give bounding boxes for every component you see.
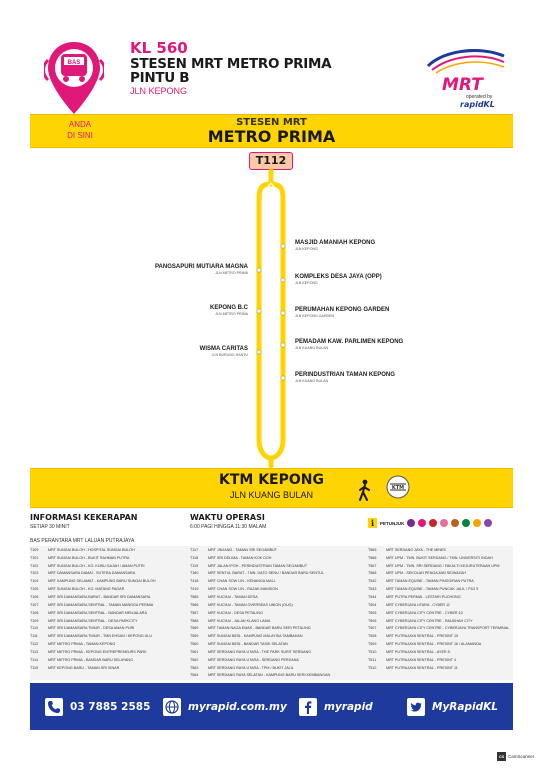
stop-marker [281,376,285,380]
contact-footer [30,683,513,730]
info-row [30,513,513,533]
interchange-route-code: T114 [30,657,39,662]
interchange-row [368,554,509,562]
interchange-row [30,593,156,601]
interchange-route-code: T508 [368,634,377,639]
interchange-route-code: T418 [190,579,199,584]
stop-marker [257,309,261,313]
frequency-value: SETIAP 30 MINIT [30,524,70,530]
route-code: KL 560 [130,39,188,57]
interchange-route-name: MRT SRI DAMANSARA TIMUR - TMN EHSAN / KEPONG ULU [48,634,153,639]
interchange-row [190,585,330,593]
website-url: myrapid.com.my [188,700,287,713]
interchange-route-code: T109 [30,547,39,552]
scanner-watermark [497,752,534,761]
interchange-row [190,632,330,640]
interchange-route-name: MRT CYBERJAYA CITY CENTRE - CYBER 10 [386,610,463,615]
interchange-row [30,656,156,664]
stop-marker [281,244,285,248]
interchange-route-name: MRT KUCHAI - TAMAN OVERSEAS UNION (OUG) [208,602,293,607]
interchange-row [190,593,330,601]
interchange-route-code: T564 [190,673,199,678]
stop-road: JLN METRO PRIMA [215,312,248,316]
interchange-route-name: MRT JALAN IPOH - PERINDUSTRIAN TAMAN SEGAMBUT [208,563,308,568]
stop-marker [281,278,285,282]
interchange-route-code: T106 [30,594,39,599]
facebook-contact[interactable] [298,683,373,730]
interchange-column-3 [368,546,509,672]
facebook-icon [298,697,318,717]
interchange-row [368,570,509,578]
interchange-route-code: T180 [190,571,199,576]
interchange-row [368,656,509,664]
stop-marker [281,311,285,315]
stop-right-2 [295,273,495,286]
interchange-row [30,577,156,585]
interchange-route-name: MRT PUTRAJAYA SENTRAL - PRESINT 10 [386,634,459,639]
stop-name: MASJID AMANIAH KEPONG [295,240,376,246]
stop-marker [257,350,261,354]
stop-name: KOMPLEKS DESA JAYA (OPP) [295,274,382,280]
stop-road: JLN METRO PRIMA [215,271,248,275]
interchange-row [368,640,509,648]
interchange-route-name: MRT UPM - TMN. SRI SERDANG / FAKULTI KEJURUTERAAN UPM [386,563,500,568]
interchange-route-name: MRT SUNGAI BULOH - BUKIT RAHMAN PUTRA [48,555,130,560]
interchange-row [190,664,330,672]
interchange-table [30,546,513,680]
interchange-route-code: T419 [190,587,199,592]
stop-name: PANGSAPURI MUTIARA MAGNA [155,264,248,270]
interchange-route-name: MRT SRI DAMANSARA TIMUR - DESA AMAN PURI [48,626,135,631]
ktm-icon [429,519,437,527]
interchange-route-name: MRT CYBERJAYA UTARA - CYBER 11 [386,602,450,607]
walking-person-icon [355,479,375,501]
pin-label: BAS [67,60,81,66]
stop-name: PERINDUSTRIAN TAMAN KEPONG [295,372,395,378]
interchange-route-name: MRT TAMAN EQUINE - TAMAN PINGGIRAN PUTRA [386,579,474,584]
interchange-route-code: T105 [30,587,39,592]
interchange-route-name: MRT SUNGAI BULOH - KG. KUBU GAJAH / AMAN PUTRI [48,563,145,568]
interchange-row [190,648,330,656]
interchange-row [190,609,330,617]
current-stop-label: STESEN MRT [236,117,307,128]
mrt-putrajaya-icon [473,519,481,527]
interchange-row [30,617,156,625]
stop-name: PERUMAHAN KEPONG GARDEN [295,307,390,313]
hours-value: 6:00 PAGI HINGGA 11:30 MALAM [190,524,267,530]
interchange-column-1 [30,546,156,672]
interchange-route-name: MRT SENTUL BARAT - TMN. DATO SENU / BANDAR BARU SENTUL [208,571,324,576]
interchange-row [190,577,330,585]
interchange-row [190,554,330,562]
route-number-badge: T112 [249,152,293,170]
interchange-route-code: T567 [368,563,377,568]
website-contact[interactable] [162,683,287,730]
interchange-row [30,640,156,648]
interchange-route-name: MRT PUTRA PERMAI - LESTARI PUCHONG [386,594,461,599]
interchange-row [30,546,156,554]
interchange-route-name: MRT CHAN SOW LIN - KENANGA MALL [208,579,276,584]
street-name: JLN KEPONG [130,86,188,96]
interchange-route-name: MRT TAMAN EQUINE - TAMAN PUNCAK JALIL / PUJ 9 [386,587,479,592]
interchange-row [368,624,509,632]
terminus-band [30,468,513,508]
interchange-row [30,632,156,640]
stop-name: KEPONG B.C [209,305,248,311]
interchange-row [30,585,156,593]
interchange-route-name: MRT SRI DAMANSARA SENTRAL - BANDAR MENJALARA [48,610,147,615]
interchange-route-name: MRT DAMANSARA DAMAI - SUTERA DAMANSARA [48,571,136,576]
interchange-row [190,546,330,554]
interchange-route-code: T119 [190,563,199,568]
interchange-route-name: MRT UPM - SEKOLAH PENGAJIAN SIDWAZAH [386,571,467,576]
phone-contact[interactable] [44,683,150,730]
interchange-route-code: T509 [368,642,377,647]
interchange-route-code: T543 [368,587,377,592]
interchange-route-code: T512 [368,665,377,670]
brt-icon [451,519,459,527]
facebook-handle: myrapid [324,700,373,713]
terminus-name: KTM KEPONG [219,472,324,488]
interchange-route-name: MRT JINJANG - TAMAN SRI SEGAMBUT [208,547,277,552]
interchange-row [30,648,156,656]
stop-road: JLN BURUNG HANTU [211,353,248,357]
current-stop-name: METRO PRIMA [207,127,336,146]
hours-title: WAKTU OPERASI [190,513,265,522]
interchange-row [190,656,330,664]
interchange-route-code: T544 [368,594,377,599]
interchange-route-name: MRT CYBERJAYA CITY CENTRE - CYBERJAYA TRANSPORT TERMINAL [386,626,510,631]
interchange-route-name: MRT KEPONG BARU - TAMAN SRI SINAR [48,665,120,670]
interchange-row [368,648,509,656]
interchange-row [30,601,156,609]
terminus-road: JLN KUANG BULAN [229,490,314,500]
ktm-logo-icon [386,475,410,499]
interchange-route-code: T112 [30,642,39,647]
interchange-route-name: MRT SERDANG RAYA UTARA - TPM / BUKIT JALIL [208,665,294,670]
logo-rapidkl-text: rapidKL [460,100,495,109]
station-line-1: STESEN MRT METRO PRIMA [130,56,332,72]
interchange-route-name: MRT CYBERJAYA CITY CENTRE - RAUDHAH CITY [386,618,473,623]
frequency-title: INFORMASI KEKERAPAN [30,513,138,522]
interchange-route-code: T101 [30,555,39,560]
scanner-label: CamScanner [508,754,535,759]
interchange-route-name: MRT TAMAN NAGA EMAS - BANDAR BARU SERI PETALING [208,626,311,631]
interchange-row [368,546,509,554]
stop-road: JLN KUANG BULAN [295,379,329,383]
interchange-row [368,562,509,570]
interchange-row [190,672,330,680]
stop-road: JLN KEPONG GARDEN [295,314,335,318]
interchange-row [30,554,156,562]
interchange-route-name: MRT UPM - TMN. BUKIT SERDANG / TMN. UNIVERSITI INDAH [386,555,493,560]
interchange-route-code: T118 [190,555,199,560]
stop-name: WISMA CARITAS [199,346,248,352]
lrt-line-icon [407,519,415,527]
interchange-route-name: MRT SUNGAI BESI - KAMPUNG MALAYSIA TAMBAHAN [208,634,303,639]
mrt-kajang-icon [462,519,470,527]
logo-operated-text: operated by [466,94,493,100]
interchange-route-code: T505 [368,610,377,615]
stop-left-1 [70,263,248,276]
interchange-route-name: MRT PUTRAJAYA SENTRAL - PRESINT 4 [386,657,457,662]
interchange-row [30,624,156,632]
info-icon: i [368,518,377,528]
interchange-route-name: MRT SUNGAI BESI - BANDAR TASIK SELATAN [208,642,288,647]
interchange-route-code: T560 [190,642,199,647]
interchange-route-code: T511 [368,657,377,662]
interchange-title: BAS PERANTARA MRT LALUAN PUTRAJAYA [30,538,135,544]
interchange-route-code: T111 [30,634,38,639]
phone-icon [44,697,64,717]
interchange-route-code: T566 [368,555,377,560]
stop-road: JLN KEPONG [295,247,318,251]
interchange-route-code: T559 [190,634,199,639]
legend [368,517,492,529]
interchange-column-2 [190,546,330,679]
interchange-row [368,601,509,609]
interchange-row [368,617,509,625]
interchange-route-code: T113 [30,649,39,654]
interchange-route-code: T561 [190,649,199,654]
twitter-handle: MyRapidKL [432,700,498,713]
interchange-route-name: MRT KUCHAI - TAMAN DESA [208,594,258,599]
interchange-row [190,624,330,632]
erl-icon [484,519,492,527]
interchange-route-code: T542 [368,579,377,584]
interchange-row [190,617,330,625]
interchange-row [30,562,156,570]
monorail-icon [440,519,448,527]
interchange-route-code: T587 [190,610,199,615]
interchange-row [368,593,509,601]
interchange-route-code: T103 [30,571,39,576]
interchange-row [368,609,509,617]
interchange-route-code: T586 [190,602,199,607]
interchange-route-code: T109 [30,618,39,623]
phone-number: 03 7885 2585 [70,700,151,713]
interchange-route-code: T104 [30,579,39,584]
legend-label: PETUNJUK [380,520,405,526]
twitter-icon [406,697,426,717]
stop-left-2 [70,304,248,317]
interchange-route-name: MRT SRI DELIMA - TAMAN KOK DOH [208,555,272,560]
svg-text:KTM: KTM [391,485,405,491]
interchange-route-name: MRT SERDANG RAYA UTARA - THE PARK SURIT SERDANG [208,649,312,654]
interchange-row [190,640,330,648]
interchange-row [368,585,509,593]
interchange-row [368,664,509,672]
interchange-route-name: MRT METRO PRIMA - KEPONG ENTREPRENEURS PARK [48,649,147,654]
interchange-row [190,562,330,570]
scanner-badge: CS [498,754,505,759]
route-line-right [271,184,283,458]
stop-right-1 [295,239,495,252]
interchange-route-name: MRT SERDANG RAYA UTARA - SERDANG PERDANA [208,657,299,662]
interchange-row [368,632,509,640]
interchange-row [368,577,509,585]
interchange-route-name: MRT METRO PRIMA - TAMAN KEPONG [48,642,116,647]
interchange-route-code: T589 [190,626,199,631]
interchange-route-name: MRT SRI DAMANSARA SENTRAL - DESA PARKCITY [48,618,138,623]
interchange-route-code: T115 [30,665,39,670]
interchange-route-code: T588 [190,618,199,623]
interchange-row [30,570,156,578]
globe-icon [162,697,182,717]
interchange-route-code: T108 [30,610,39,615]
interchange-route-name: MRT SRI DAMANSARA SENTRAL - TAMAN MANGGA PERMAI [48,602,154,607]
interchange-route-code: T585 [190,594,199,599]
interchange-route-code: T562 [190,657,199,662]
stop-name: PEMADAM KAW. PARLIMEN KEPONG [295,339,404,345]
interchange-route-name: MRT CHAN SOW LIN - RAZAK MANSION [208,587,278,592]
stop-right-5 [295,371,495,384]
stop-left-3 [70,345,248,358]
interchange-route-name: MRT SUNGAI BULOH - HOSPITAL SUNGAI BULOH [48,547,135,552]
interchange-route-code: T507 [368,626,377,631]
logo-mrt-text: MRT [442,75,483,95]
interchange-route-name: MRT SRI DAMANSARA BARAT - BANDAR SRI DAMANSARA [48,594,151,599]
route-line-left [259,171,271,466]
lrt-kelana-jaya-icon [418,519,426,527]
stop-right-4 [295,338,495,351]
interchange-route-name: MRT METRO PRIMA - BANDAR BARU SELAYANG [48,657,133,662]
interchange-route-code: T563 [190,665,199,670]
interchange-route-name: MRT PUTRAJAYA SENTRAL - PRESINT 11 [386,665,458,670]
stop-road: JLN KUANG BULAN [295,346,329,350]
interchange-route-code: T568 [368,571,377,576]
interchange-row [30,664,156,672]
interchange-route-name: MRT KUCHAI - JALAN KLANG LAMA [208,618,271,623]
interchange-route-name: MRT KAMPUNG SELAMAT - KAMPUNG BARU SUNGAI BULOH [48,579,156,584]
interchange-route-code: T117 [190,547,199,552]
you-are-here-line-1: ANDA [68,120,92,129]
interchange-row [190,570,330,578]
interchange-row [190,601,330,609]
stop-right-3 [295,306,495,319]
interchange-route-code: T510 [368,649,377,654]
station-line-2: PINTU B [130,70,190,86]
interchange-route-name: MRT PUTRAJAYA SENTRAL - AYER 8 [386,649,450,654]
stop-road: JLN KEPONG [295,281,318,285]
stop-marker [257,268,261,272]
interchange-route-code: T107 [30,602,39,607]
interchange-route-name: MRT PUTRAJAYA SENTRAL - PRESINT 16 / ALAMANDA [386,642,482,647]
interchange-route-name: MRT SERDANG JAYA - THE MINES [386,547,446,552]
interchange-route-code: T102 [30,563,39,568]
interchange-row [30,609,156,617]
interchange-route-name: MRT KUCHAI - DESA PETALING [208,610,263,615]
interchange-route-code: T110 [30,626,39,631]
twitter-contact[interactable] [406,683,498,730]
interchange-route-code: T504 [368,602,377,607]
you-are-here-line-2: DI SINI [67,131,93,140]
interchange-route-code: T565 [368,547,377,552]
stop-marker [281,343,285,347]
interchange-route-name: MRT SERDANG RAYA SELATAN - KAMPUNG BARU SERI KEMBANGAN [208,673,331,678]
interchange-route-code: T506 [368,618,377,623]
interchange-route-name: MRT SUNGAI BULOH - KG. MATANG PAGAR [48,587,125,592]
